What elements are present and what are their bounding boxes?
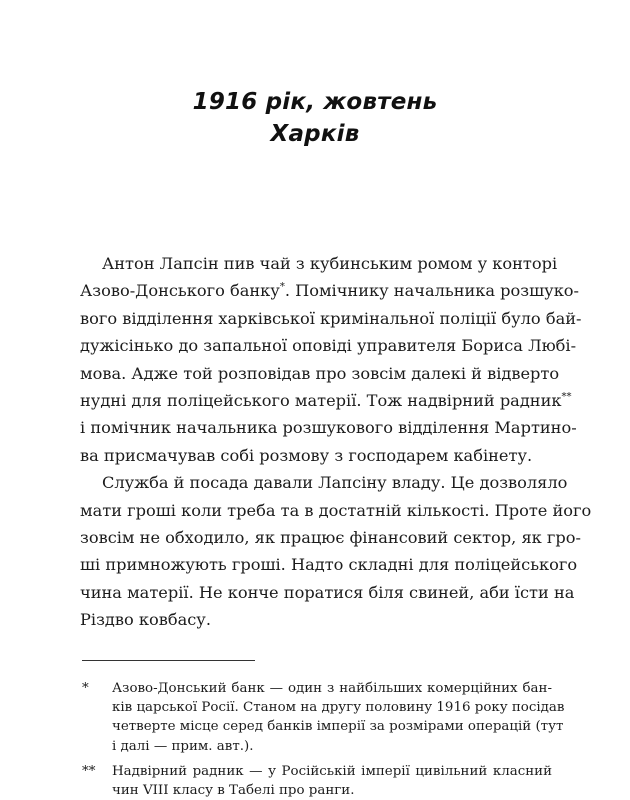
text-line: вого відділення харківської кримінальної поліції було бай-	[80, 308, 582, 328]
text-line: Служба й посада давали Лапсіну владу. Це дозволяло	[102, 473, 568, 493]
footnote-text	[112, 679, 565, 756]
text-fragment: нудні для поліцейського матерії. Тож надвірний радник	[80, 390, 562, 410]
text-line: ші примножують гроші. Надто складні для поліцейського	[80, 555, 578, 575]
text-line: Різдво ковбасу.	[80, 610, 211, 630]
text-line: ва присмачував собі розмову з господарем кабінету.	[80, 445, 533, 465]
footnote-line: ків царської Росії. Станом на другу половину 1916 року посідав	[112, 700, 565, 716]
footnote-ref-1: *	[279, 282, 285, 293]
main-text	[80, 250, 592, 633]
text-fragment: Азово-Донського банку	[80, 281, 280, 301]
text-line	[80, 277, 580, 304]
footnote-ref-2: **	[561, 391, 572, 403]
footnote-line: четверте місце серед банків імперії за розмірами операцій (тут	[112, 719, 564, 735]
chapter-place-heading: Харків	[270, 121, 360, 147]
footnote-mark: **	[82, 764, 96, 779]
text-line: мова. Адже той розповідав про зовсім далекі й відверто	[80, 363, 560, 383]
footnote-text	[112, 762, 552, 800]
footnote-line: і далі — прим. авт.).	[112, 738, 254, 754]
text-line: дужісінько до запальної оповіді управителя Бориса Любі-	[80, 336, 577, 356]
text-line: зовсім не обходило, як працює фінансовий сектор, як гро-	[80, 527, 581, 547]
footnote-line: Азово-Донський банк — один з найбільших комерційних бан-	[112, 681, 552, 696]
text-line: мати гроші коли треба та в достатній кількості. Проте його	[80, 500, 592, 520]
chapter-date-heading: 1916 рік, жовтень	[192, 89, 438, 115]
text-line: Антон Лапсін пив чай з кубинським ромом у конторі	[102, 254, 558, 273]
text-fragment: . Помічнику начальника розшуко-	[284, 281, 580, 301]
text-line	[80, 387, 572, 414]
footnote-divider	[82, 660, 255, 661]
text-line: чина матерії. Не конче поратися біля свиней, аби їсти на	[80, 582, 575, 602]
footnote-line: чин VIII класу в Табелі про ранги.	[112, 783, 355, 799]
footnote-line: Надвірний радник — у Російській імперії цивільний класний	[112, 764, 552, 779]
text-line: і помічник начальника розшукового відділення Мартино-	[80, 418, 577, 438]
footnote-mark: *	[82, 681, 89, 696]
